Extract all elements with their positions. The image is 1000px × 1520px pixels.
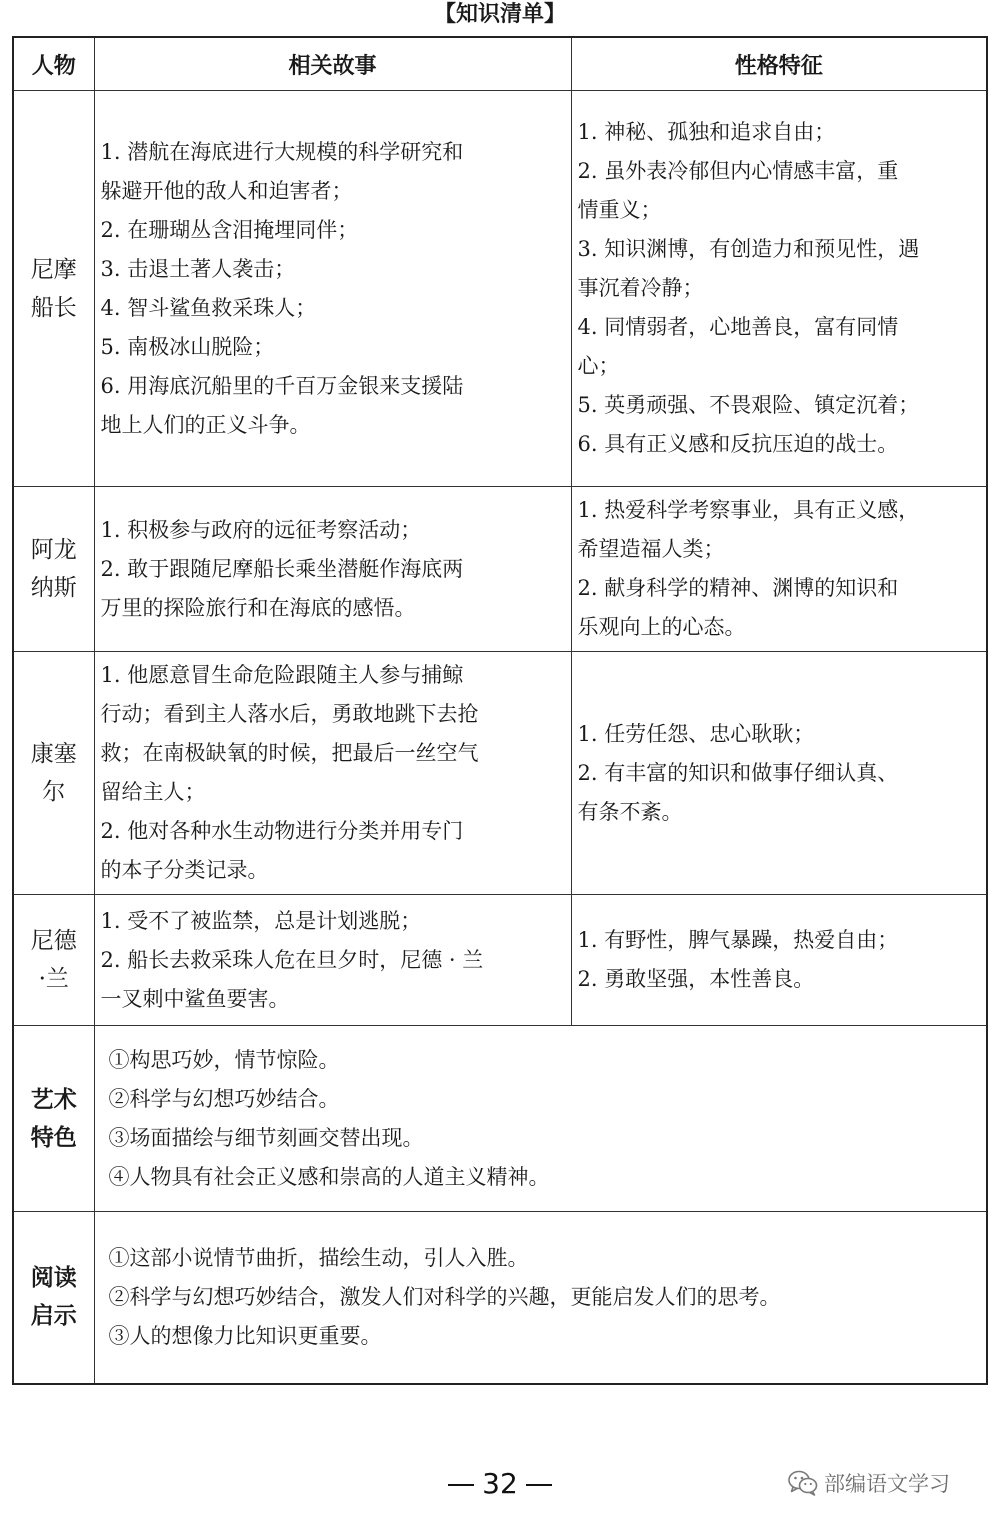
story-line: 2. 在珊瑚丛含泪掩埋同伴； <box>100 217 359 242</box>
name-line: 康塞 <box>30 741 77 767</box>
knowledge-table <box>12 36 988 1385</box>
art-line: ③场面描绘与细节刻画交替出现。 <box>108 1125 424 1150</box>
trait-line: 2. 献身科学的精神、渊博的知识和 <box>577 576 899 600</box>
name-line: 尼摩 <box>30 256 77 283</box>
traits-cell <box>571 895 987 1026</box>
label-line: 启示 <box>30 1303 77 1330</box>
art-line: ②科学与幻想巧妙结合。 <box>108 1086 340 1111</box>
character-name <box>13 91 94 487</box>
story-line: 救；在南极缺氧的时候，把最后一丝空气 <box>100 741 479 765</box>
trait-line: 2. 有丰富的知识和做事仔细认真、 <box>577 760 899 785</box>
story-line: 躲避开他的敌人和迫害者； <box>100 178 353 203</box>
stories-cell <box>94 895 571 1026</box>
story-line: 2. 他对各种水生动物进行分类并用专门 <box>100 819 464 843</box>
name-line: 船长 <box>30 294 77 321</box>
table-row <box>13 1026 987 1212</box>
table-row <box>13 652 987 895</box>
trait-line: 心； <box>577 354 620 378</box>
stories-cell <box>94 652 571 895</box>
story-line: 1. 受不了被监禁，总是计划逃脱； <box>100 908 422 933</box>
table-header-row <box>13 37 987 91</box>
trait-line: 事沉着冷静； <box>577 276 704 300</box>
traits-cell <box>571 652 987 895</box>
dash-left <box>448 1484 474 1486</box>
story-line: 1. 潜航在海底进行大规模的科学研究和 <box>100 139 464 164</box>
reading-line: ①这部小说情节曲折，描绘生动，引人入胜。 <box>108 1245 529 1270</box>
reading-insights-label <box>13 1212 94 1384</box>
reading-insights-cell <box>94 1212 987 1384</box>
story-line: 2. 船长去救采珠人危在旦夕时，尼德 · 兰 <box>100 947 484 972</box>
trait-line: 1. 热爱科学考察事业，具有正义感， <box>577 498 920 522</box>
label-line: 特色 <box>30 1124 77 1151</box>
header-person: 人物 <box>13 37 94 91</box>
trait-line: 1. 任劳任怨、忠心耿耿； <box>577 721 815 746</box>
section-title: 【知识清单】 <box>433 2 566 27</box>
dash-right <box>526 1484 552 1486</box>
story-line: 行动；看到主人落水后，勇敢地跳下去抢 <box>100 702 479 726</box>
story-line: 6. 用海底沉船里的千百万金银来支援陆 <box>100 373 464 398</box>
name-line: 阿龙 <box>30 537 77 563</box>
story-line: 1. 他愿意冒生命危险跟随主人参与捕鲸 <box>100 663 464 687</box>
story-line: 5. 南极冰山脱险； <box>100 334 275 359</box>
story-line: 2. 敢于跟随尼摩船长乘坐潜艇作海底两 <box>100 556 464 581</box>
table-row <box>13 91 987 487</box>
traits-cell <box>571 487 987 652</box>
story-line: 一叉刺中鲨鱼要害。 <box>100 986 290 1011</box>
trait-line: 3. 知识渊博，有创造力和预见性，遇 <box>577 237 920 261</box>
stories-cell <box>94 487 571 652</box>
story-line: 3. 击退土著人袭击； <box>100 256 296 281</box>
character-name <box>13 652 94 895</box>
header-stories: 相关故事 <box>94 37 571 91</box>
name-line: ·兰 <box>38 966 69 992</box>
label-line: 阅读 <box>30 1265 77 1292</box>
trait-line: 1. 神秘、孤独和追求自由； <box>577 120 836 144</box>
page-number <box>440 1462 560 1506</box>
table-row <box>13 487 987 652</box>
character-name <box>13 895 94 1026</box>
art-features-label <box>13 1026 94 1212</box>
table-row <box>13 1212 987 1384</box>
table-row <box>13 895 987 1026</box>
watermark-text: 部编语文学习 <box>824 1472 950 1496</box>
name-line: 尼德 <box>30 928 77 954</box>
art-line: ①构思巧妙，情节惊险。 <box>108 1047 340 1072</box>
wechat-icon <box>788 1470 818 1496</box>
trait-line: 情重义； <box>577 198 662 222</box>
trait-line: 有条不紊。 <box>577 799 683 824</box>
watermark <box>788 1466 950 1500</box>
trait-line: 6. 具有正义感和反抗压迫的战士。 <box>577 432 899 456</box>
story-line: 的本子分类记录。 <box>100 858 269 882</box>
trait-line: 2. 虽外表冷郁但内心情感丰富，重 <box>577 159 899 183</box>
story-line: 1. 积极参与政府的远征考察活动； <box>100 517 422 542</box>
story-line: 留给主人； <box>100 780 206 804</box>
name-line: 尔 <box>42 779 66 805</box>
art-features-cell <box>94 1026 987 1212</box>
traits-cell <box>571 91 987 487</box>
trait-line: 1. 有野性，脾气暴躁，热爱自由； <box>577 928 899 952</box>
reading-line: ③人的想像力比知识更重要。 <box>108 1323 382 1348</box>
label-line: 艺术 <box>30 1086 77 1113</box>
name-line: 纳斯 <box>30 575 77 601</box>
page-footer <box>0 1462 1000 1506</box>
trait-line: 乐观向上的心态。 <box>577 615 746 639</box>
story-line: 4. 智斗鲨鱼救采珠人； <box>100 295 317 320</box>
trait-line: 5. 英勇顽强、不畏艰险、镇定沉着； <box>577 393 920 417</box>
story-line: 万里的探险旅行和在海底的感悟。 <box>100 595 416 620</box>
character-name <box>13 487 94 652</box>
story-line: 地上人们的正义斗争。 <box>100 412 311 437</box>
stories-cell <box>94 91 571 487</box>
trait-line: 4. 同情弱者，心地善良，富有同情 <box>577 315 899 339</box>
page-number-text: 32 <box>482 1467 518 1500</box>
trait-line: 2. 勇敢坚强，本性善良。 <box>577 967 815 991</box>
art-line: ④人物具有社会正义感和崇高的人道主义精神。 <box>108 1164 550 1189</box>
trait-line: 希望造福人类； <box>577 537 725 561</box>
header-traits: 性格特征 <box>571 37 987 91</box>
reading-line: ②科学与幻想巧妙结合，激发人们对科学的兴趣，更能启发人们的思考。 <box>108 1284 781 1309</box>
